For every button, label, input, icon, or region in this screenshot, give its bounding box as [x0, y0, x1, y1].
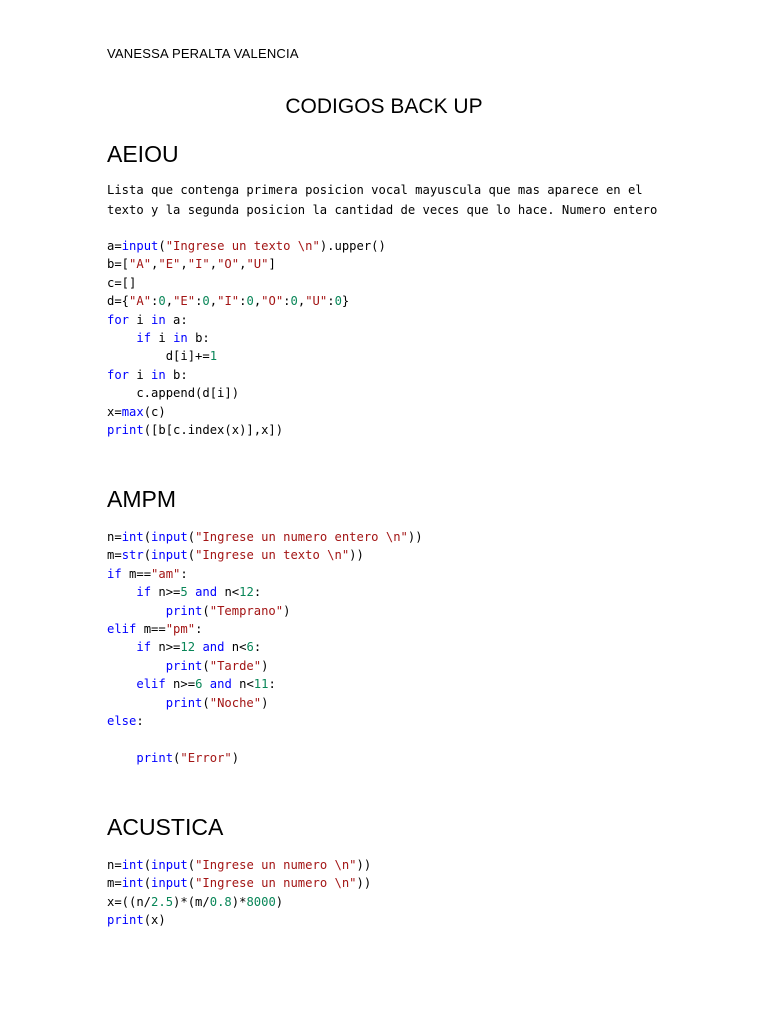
code-number: 12	[180, 640, 196, 655]
code-text	[107, 659, 166, 673]
section-acustica	[107, 813, 667, 930]
code-text: )*	[231, 894, 247, 909]
code-block	[107, 528, 667, 767]
code-keyword: input	[151, 858, 188, 872]
code-keyword: else	[107, 713, 137, 728]
code-text: (	[202, 658, 210, 673]
code-line	[107, 237, 667, 255]
code-number: 12	[239, 585, 254, 600]
code-line	[107, 421, 667, 439]
code-text: m=	[107, 876, 122, 891]
code-string: "O"	[217, 257, 240, 272]
code-text: :	[239, 294, 247, 309]
code-text: :	[268, 677, 276, 692]
code-line	[107, 638, 667, 656]
section-aeiou	[107, 140, 667, 439]
code-text: (	[187, 858, 196, 872]
code-line	[107, 602, 667, 620]
code-string: "Ingrese un numero \n"	[195, 876, 357, 891]
code-string: "Ingrese un numero \n"	[195, 858, 357, 872]
code-line	[107, 694, 667, 712]
code-line	[107, 620, 667, 638]
code-string: "O"	[261, 294, 284, 309]
code-number: 0	[246, 294, 254, 309]
code-text: b:	[165, 367, 188, 382]
code-line	[107, 583, 667, 601]
code-line	[107, 749, 667, 767]
code-keyword: int	[121, 530, 144, 544]
code-text: ))	[356, 858, 372, 872]
code-text: m=	[107, 548, 122, 563]
code-text: (	[143, 876, 152, 891]
code-string: "Ingrese un texto \n"	[195, 548, 350, 563]
code-number: 0	[290, 294, 298, 309]
code-keyword: print	[165, 695, 203, 710]
code-text: n<	[224, 640, 247, 655]
code-string: "Ingrese un texto \n"	[165, 239, 320, 253]
code-keyword: print	[165, 603, 203, 618]
code-text: (	[158, 239, 166, 253]
code-text	[107, 677, 136, 691]
code-keyword: if	[136, 585, 152, 600]
code-text: d={	[107, 294, 130, 309]
code-string: "U"	[305, 294, 328, 309]
section-heading: AMPM	[107, 486, 176, 512]
code-text: )	[275, 894, 284, 909]
code-keyword: input	[151, 548, 188, 563]
code-text	[107, 696, 166, 710]
code-keyword: max	[121, 404, 144, 419]
code-line	[107, 565, 667, 583]
code-text: :	[283, 294, 291, 309]
code-number: 0	[334, 294, 342, 309]
code-text: n=	[107, 858, 122, 872]
code-text: ,	[239, 257, 247, 272]
code-text: :	[151, 294, 159, 309]
code-text: n>=	[151, 585, 181, 600]
code-line	[107, 347, 667, 365]
code-string: "I"	[187, 257, 210, 272]
code-text: (	[143, 858, 152, 872]
code-number: 0.8	[209, 894, 232, 909]
code-text: )	[231, 750, 240, 765]
author-name: VANESSA PERALTA VALENCIA	[107, 46, 299, 61]
code-line	[107, 874, 667, 892]
section-heading: ACUSTICA	[107, 814, 224, 840]
code-text: (	[173, 750, 181, 765]
code-keyword: and	[202, 640, 225, 655]
section-ampm	[107, 485, 667, 767]
code-number: 0	[202, 294, 210, 309]
code-text: i	[129, 367, 152, 382]
code-text: :	[327, 294, 335, 309]
code-keyword: input	[151, 530, 188, 544]
code-text: m==	[121, 566, 152, 581]
code-text: ,	[165, 294, 174, 309]
code-text: (c)	[143, 404, 166, 419]
code-text: ,	[209, 257, 218, 272]
code-text: ,	[180, 257, 188, 272]
section-description: Lista que contenga primera posicion vocal mayuscula que mas aparece en el texto y la segunda posicion la cantidad de veces que lo hace. Numero entero	[107, 183, 658, 217]
code-text: (	[143, 548, 152, 563]
code-string: "A"	[129, 294, 152, 309]
code-keyword: print	[107, 422, 144, 437]
code-number: 2.5	[151, 894, 174, 909]
code-string: "E"	[158, 257, 181, 272]
code-text: i	[129, 312, 152, 327]
code-text: n>=	[151, 640, 181, 655]
code-number: 6	[246, 640, 254, 655]
code-string: "Temprano"	[209, 603, 284, 618]
code-keyword: elif	[136, 677, 166, 692]
code-line	[107, 292, 667, 310]
code-string: "Error"	[180, 750, 232, 765]
code-text: n<	[231, 677, 254, 692]
code-text: )*(m/	[173, 894, 210, 909]
code-string: "am"	[151, 566, 181, 581]
code-text: ))	[356, 876, 372, 891]
code-number: 6	[195, 677, 203, 692]
code-text: (	[202, 603, 210, 618]
code-keyword: and	[195, 585, 218, 600]
code-text: x=	[107, 404, 122, 419]
code-text	[107, 585, 136, 599]
code-keyword: int	[121, 858, 144, 872]
code-text	[188, 585, 195, 599]
code-string: "U"	[246, 257, 269, 272]
code-keyword: print	[165, 658, 203, 673]
code-keyword: if	[136, 330, 152, 345]
code-text	[107, 751, 136, 765]
code-line	[107, 329, 667, 347]
code-keyword: if	[136, 640, 152, 655]
code-text: i	[151, 330, 174, 345]
code-line	[107, 274, 667, 292]
code-text: )	[261, 658, 269, 673]
code-text: (x)	[143, 913, 166, 928]
code-text: )	[283, 603, 291, 618]
code-text: ,	[297, 294, 306, 309]
code-line	[107, 403, 667, 421]
code-text: n=	[107, 530, 122, 544]
code-string: "A"	[129, 257, 152, 272]
code-text: }	[341, 294, 350, 309]
code-line	[107, 311, 667, 329]
code-text: (	[202, 695, 210, 710]
code-text: a=	[107, 239, 122, 253]
code-text: :	[136, 713, 144, 728]
code-string: "pm"	[165, 621, 196, 636]
code-text: )	[261, 695, 269, 710]
code-number: 1	[209, 349, 218, 364]
code-line	[107, 675, 667, 693]
code-line	[107, 255, 667, 273]
code-keyword: int	[121, 876, 144, 891]
code-keyword: print	[136, 750, 174, 765]
code-number: 8000	[246, 894, 276, 909]
code-text: c.append(d[i])	[107, 386, 240, 401]
code-text: x=((n/	[107, 894, 152, 909]
code-text	[107, 604, 166, 618]
code-text: ).upper()	[319, 239, 386, 253]
code-text: (	[187, 876, 196, 891]
code-text: :	[195, 294, 203, 309]
section-heading: AEIOU	[107, 141, 179, 167]
code-line	[107, 546, 667, 564]
code-line	[107, 384, 667, 402]
code-string: "Noche"	[209, 695, 262, 710]
code-keyword: in	[173, 330, 188, 345]
code-text: (	[187, 530, 196, 544]
code-text: ,	[209, 294, 218, 309]
code-line	[107, 712, 667, 730]
code-keyword: if	[107, 566, 122, 581]
code-text: n>=	[165, 677, 196, 692]
code-text: c=[]	[107, 275, 137, 290]
code-line	[107, 657, 667, 675]
code-text: ([b[c.index(x)],x])	[143, 422, 284, 437]
code-text: n<	[217, 585, 240, 600]
code-text: ))	[407, 530, 423, 544]
code-text: ,	[253, 294, 262, 309]
code-text: ))	[349, 548, 364, 563]
code-text: ,	[151, 257, 159, 272]
code-keyword: str	[121, 548, 144, 563]
code-block	[107, 856, 667, 930]
code-string: "E"	[173, 294, 196, 309]
code-block	[107, 237, 667, 439]
code-line	[107, 893, 667, 911]
code-text: :	[180, 566, 188, 581]
code-text: ]	[268, 257, 276, 272]
code-text: :	[253, 585, 262, 600]
code-text: :	[253, 640, 262, 655]
code-text: b:	[187, 330, 210, 345]
code-text	[202, 677, 209, 691]
code-text: d[i]+=	[107, 349, 210, 364]
code-text	[107, 331, 136, 345]
code-number: 0	[158, 294, 166, 309]
code-text: (	[143, 530, 152, 544]
code-line	[107, 730, 667, 748]
code-line	[107, 911, 667, 929]
code-line	[107, 528, 667, 546]
code-string: "Tarde"	[209, 658, 262, 673]
code-string: "I"	[217, 294, 240, 309]
code-text: m==	[136, 621, 166, 636]
code-text: a:	[165, 312, 188, 327]
code-text: b=[	[107, 257, 130, 272]
code-number: 5	[180, 585, 188, 600]
code-keyword: print	[107, 913, 144, 928]
code-keyword: for	[107, 312, 130, 327]
code-line	[107, 366, 667, 384]
code-keyword: and	[209, 677, 232, 692]
code-keyword: elif	[107, 621, 137, 636]
document-title: CODIGOS BACK UP	[285, 95, 483, 118]
code-line	[107, 856, 667, 874]
code-number: 11	[253, 677, 269, 692]
code-text: (	[187, 548, 196, 563]
code-keyword: input	[151, 876, 188, 891]
code-keyword: for	[107, 367, 130, 382]
code-keyword: in	[151, 312, 166, 327]
code-keyword: in	[151, 367, 166, 382]
code-string: "Ingrese un numero entero \n"	[195, 530, 408, 544]
code-keyword: input	[121, 239, 159, 253]
code-text	[107, 640, 136, 654]
code-text: :	[195, 621, 203, 636]
